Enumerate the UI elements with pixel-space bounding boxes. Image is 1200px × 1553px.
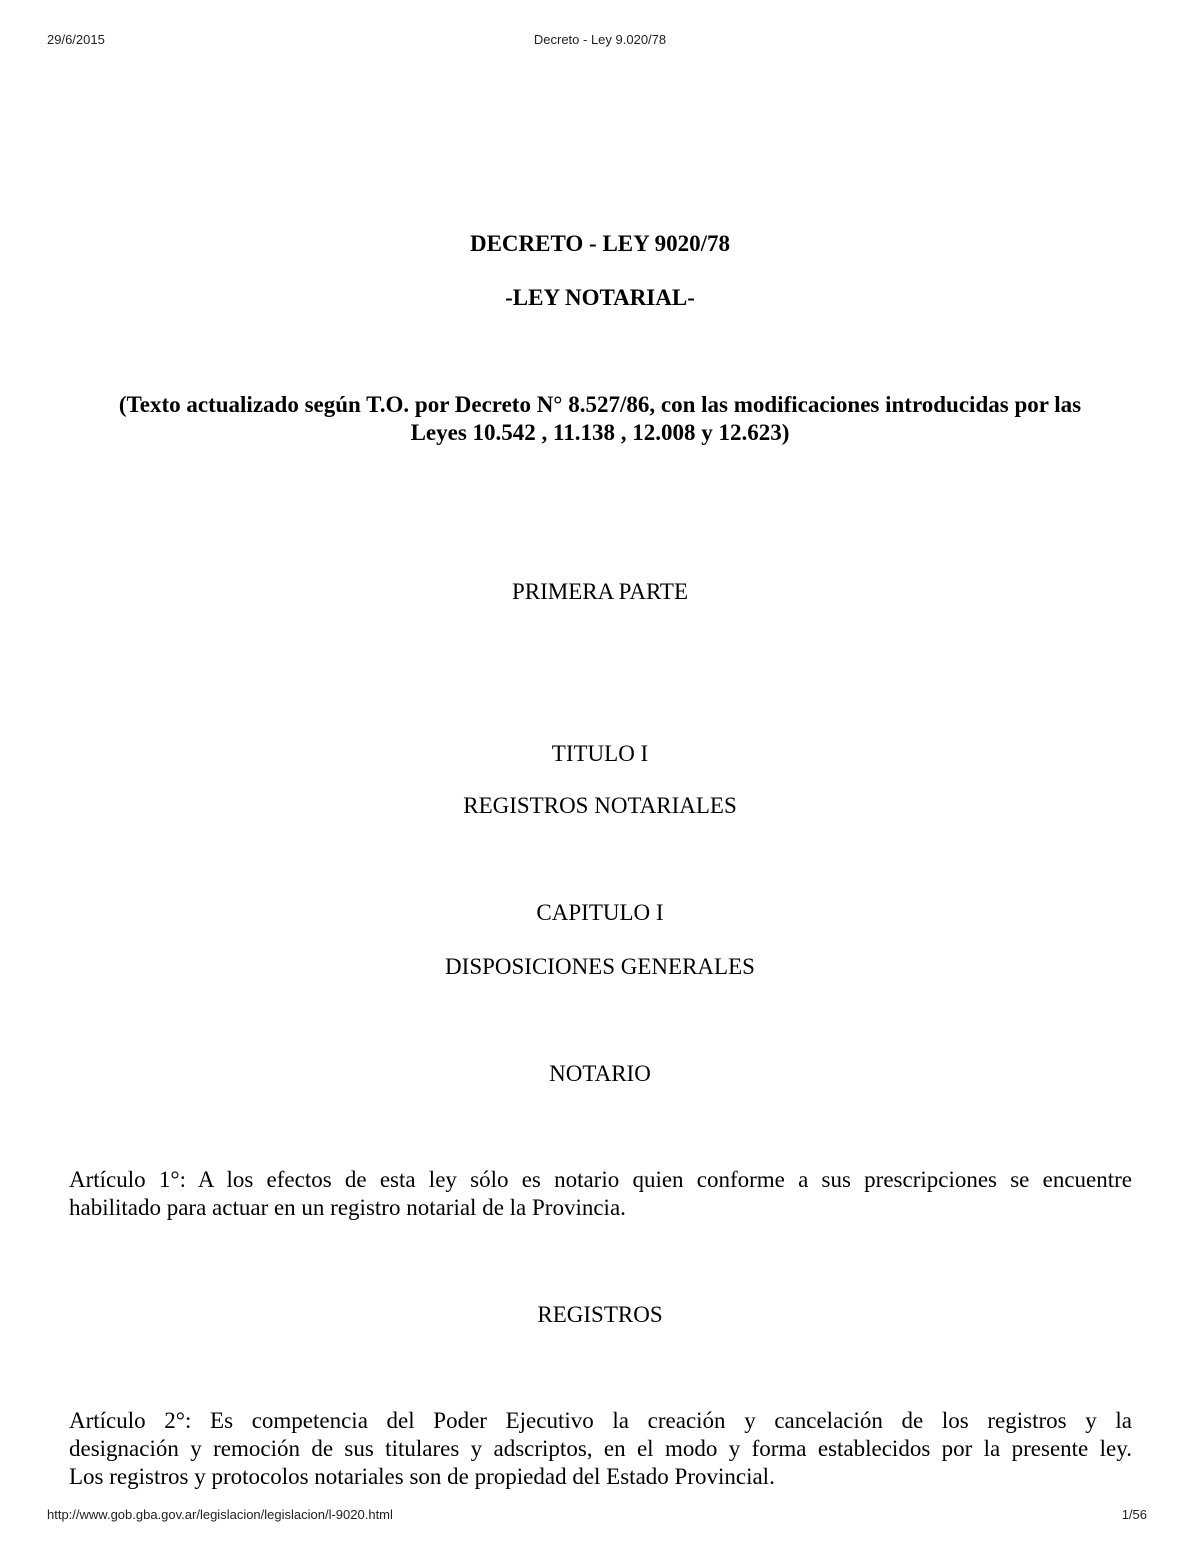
update-note-line: Leyes 10.542 , 11.138 , 12.008 y 12.623) bbox=[410, 420, 790, 445]
article-2 bbox=[69, 1407, 1132, 1491]
document-subtitle: -LEY NOTARIAL- bbox=[505, 285, 695, 310]
title-name: REGISTROS NOTARIALES bbox=[463, 793, 737, 818]
print-page-number: 1/56 bbox=[1121, 1507, 1147, 1522]
article-1 bbox=[69, 1166, 1132, 1222]
chapter-name: DISPOSICIONES GENERALES bbox=[445, 954, 755, 979]
section-heading-registros: REGISTROS bbox=[537, 1302, 663, 1327]
update-note-line: (Texto actualizado según T.O. por Decreto N° 8.527/86, con las modificaciones introducidas por las bbox=[118, 392, 1082, 417]
section-heading-notario: NOTARIO bbox=[549, 1061, 651, 1086]
update-note bbox=[64, 391, 1136, 447]
article-1-line: habilitado para actuar en un registro notarial de la Provincia. bbox=[69, 1195, 626, 1220]
title-number: TITULO I bbox=[551, 741, 649, 766]
part-heading: PRIMERA PARTE bbox=[511, 579, 689, 604]
article-1-line: Artículo 1°: A los efectos de esta ley sólo es notario quien conforme a sus prescripciones se encuentre bbox=[69, 1167, 1132, 1192]
print-source-url: http://www.gob.gba.gov.ar/legislacion/legislacion/l-9020.html bbox=[47, 1507, 393, 1522]
print-page-title: Decreto - Ley 9.020/78 bbox=[533, 32, 667, 47]
article-2-line: Los registros y protocolos notariales son de propiedad del Estado Provincial. bbox=[69, 1464, 775, 1489]
document-title: DECRETO - LEY 9020/78 bbox=[469, 231, 731, 256]
chapter-number: CAPITULO I bbox=[536, 900, 664, 925]
article-2-line: Artículo 2°: Es competencia del Poder Ejecutivo la creación y cancelación de los registros y la bbox=[69, 1408, 1132, 1433]
print-date: 29/6/2015 bbox=[47, 32, 105, 47]
article-2-line: designación y remoción de sus titulares y adscriptos, en el modo y forma establecidos por la presente ley. bbox=[69, 1436, 1132, 1461]
